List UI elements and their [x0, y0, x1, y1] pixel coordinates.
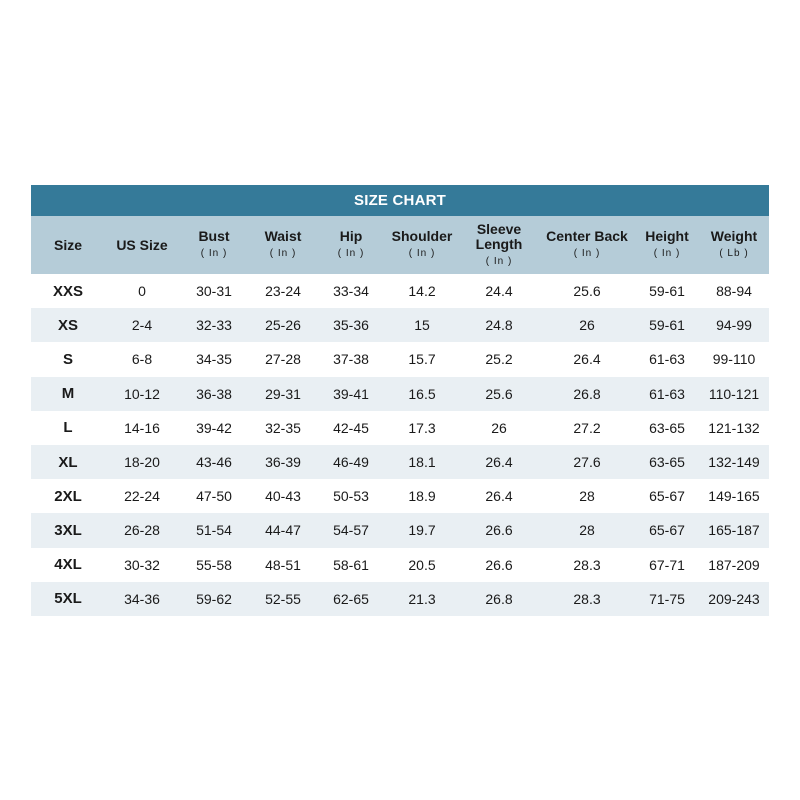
size-cell: S: [62, 350, 73, 368]
table-cell: 25.6: [485, 385, 513, 402]
table-cell: 17.3: [408, 419, 436, 436]
table-cell: 55-58: [196, 556, 232, 573]
column-header: [179, 216, 249, 274]
column-header-unit: ( In ): [573, 248, 601, 259]
table-row: [31, 445, 769, 479]
table-cell: 18.9: [408, 488, 436, 505]
table-cell: 50-53: [333, 488, 369, 505]
table-cell: 14.2: [408, 283, 436, 300]
table-cell: 65-67: [649, 488, 685, 505]
size-cell: 5XL: [54, 590, 82, 608]
table-cell: 39-42: [196, 419, 232, 436]
table-cell: 6-8: [131, 351, 153, 368]
column-header: [105, 216, 179, 274]
table-cell: 29-31: [265, 385, 301, 402]
table-cell: 149-165: [708, 488, 760, 505]
column-header: [249, 216, 317, 274]
table-row: [31, 582, 769, 616]
table-cell: 209-243: [708, 590, 760, 607]
size-chart-title: SIZE CHART: [31, 185, 769, 216]
table-cell: 26: [491, 419, 507, 436]
table-cell: 26.6: [485, 556, 513, 573]
table-cell: 26.4: [573, 351, 601, 368]
table-cell: 54-57: [333, 522, 369, 539]
column-header-unit: ( In ): [408, 248, 436, 259]
table-cell: 34-36: [124, 590, 160, 607]
table-row: [31, 548, 769, 582]
table-cell: 52-55: [265, 590, 301, 607]
column-header-label: Hip: [339, 228, 363, 244]
column-header-unit: ( In ): [337, 248, 365, 259]
column-header-label: Size: [53, 236, 82, 253]
table-cell: 94-99: [716, 317, 752, 334]
table-cell: 67-71: [649, 556, 685, 573]
table-cell: 88-94: [716, 283, 752, 300]
column-header: [385, 216, 459, 274]
table-cell: 61-63: [649, 351, 685, 368]
column-header: [317, 216, 385, 274]
table-cell: 30-32: [124, 556, 160, 573]
column-header: [635, 216, 699, 274]
column-header-unit: ( Lb ): [719, 248, 749, 259]
table-cell: 0: [138, 283, 146, 300]
table-cell: 187-209: [708, 556, 760, 573]
table-cell: 25.6: [573, 283, 601, 300]
table-cell: 37-38: [333, 351, 369, 368]
table-cell: 28.3: [573, 590, 601, 607]
table-cell: 25.2: [485, 351, 513, 368]
table-row: [31, 513, 769, 547]
column-header-label: Shoulder: [391, 228, 453, 244]
column-header: [699, 216, 769, 274]
table-cell: 28.3: [573, 556, 601, 573]
size-cell: XS: [57, 316, 78, 334]
table-cell: 61-63: [649, 385, 685, 402]
table-cell: 16.5: [408, 385, 436, 402]
column-header: [459, 216, 539, 274]
table-cell: 20.5: [408, 556, 436, 573]
table-cell: 110-121: [708, 385, 760, 402]
table-cell: 33-34: [333, 283, 369, 300]
table-cell: 24.8: [485, 317, 513, 334]
table-cell: 30-31: [196, 283, 232, 300]
table-cell: 27.2: [573, 419, 601, 436]
table-cell: 63-65: [649, 454, 685, 471]
size-cell: 2XL: [54, 487, 82, 505]
size-cell: 4XL: [54, 556, 82, 574]
column-header-label: Sleeve Length: [475, 220, 523, 252]
table-cell: 47-50: [196, 488, 232, 505]
table-cell: 26.4: [485, 488, 513, 505]
table-cell: 65-67: [649, 522, 685, 539]
table-cell: 59-62: [196, 590, 232, 607]
table-cell: 58-61: [333, 556, 369, 573]
table-cell: 99-110: [712, 351, 756, 368]
column-header-label: Weight: [710, 228, 758, 244]
table-row: [31, 308, 769, 342]
table-cell: 48-51: [265, 556, 301, 573]
table-cell: 39-41: [333, 385, 369, 402]
size-cell: XXS: [52, 282, 83, 300]
column-header-label: Center Back: [546, 228, 628, 244]
table-cell: 28: [579, 488, 595, 505]
size-table: [31, 216, 769, 616]
table-cell: 34-35: [196, 351, 232, 368]
column-header-label: Height: [645, 228, 689, 244]
table-cell: 165-187: [708, 522, 760, 539]
table-cell: 59-61: [649, 317, 685, 334]
table-cell: 23-24: [265, 283, 301, 300]
table-cell: 32-33: [196, 317, 232, 334]
column-header-unit: ( In ): [653, 248, 681, 259]
table-cell: 42-45: [333, 419, 369, 436]
column-header-label: Waist: [264, 228, 302, 244]
table-cell: 14-16: [124, 419, 160, 436]
table-cell: 26.8: [485, 590, 513, 607]
table-cell: 71-75: [649, 590, 685, 607]
table-cell: 10-12: [124, 385, 160, 402]
table-cell: 25-26: [265, 317, 301, 334]
table-cell: 121-132: [708, 419, 760, 436]
table-cell: 26-28: [124, 522, 160, 539]
table-cell: 2-4: [131, 317, 153, 334]
column-header-label: US Size: [116, 236, 168, 253]
table-cell: 28: [579, 522, 595, 539]
table-cell: 43-46: [196, 454, 232, 471]
table-cell: 63-65: [649, 419, 685, 436]
table-cell: 46-49: [333, 454, 369, 471]
table-cell: 62-65: [333, 590, 369, 607]
table-cell: 15.7: [408, 351, 436, 368]
table-cell: 27-28: [265, 351, 301, 368]
table-row: [31, 274, 769, 308]
table-cell: 26: [579, 317, 595, 334]
table-row: [31, 479, 769, 513]
size-cell: M: [61, 385, 75, 403]
column-header: [31, 216, 105, 274]
table-cell: 40-43: [265, 488, 301, 505]
table-cell: 51-54: [196, 522, 232, 539]
table-cell: 26.6: [485, 522, 513, 539]
header-row: [31, 216, 769, 274]
table-cell: 18.1: [408, 454, 436, 471]
column-header-label: Bust: [198, 228, 230, 244]
table-cell: 44-47: [265, 522, 301, 539]
table-cell: 18-20: [124, 454, 160, 471]
table-cell: 32-35: [265, 419, 301, 436]
table-row: [31, 342, 769, 376]
column-header: [539, 216, 635, 274]
size-chart: [31, 185, 769, 616]
table-body: [31, 274, 769, 616]
size-cell: XL: [58, 453, 78, 471]
column-header-unit: ( In ): [200, 248, 228, 259]
table-cell: 27.6: [573, 454, 601, 471]
column-header-unit: ( In ): [485, 255, 513, 267]
table-cell: 21.3: [408, 590, 436, 607]
column-header-unit: ( In ): [269, 248, 297, 259]
table-cell: 26.8: [573, 385, 601, 402]
table-row: [31, 377, 769, 411]
table-cell: 15: [414, 317, 430, 334]
table-cell: 35-36: [333, 317, 369, 334]
table-cell: 22-24: [124, 488, 160, 505]
table-cell: 36-39: [265, 454, 301, 471]
table-row: [31, 411, 769, 445]
table-cell: 19.7: [408, 522, 436, 539]
table-cell: 26.4: [485, 454, 513, 471]
table-cell: 36-38: [196, 385, 232, 402]
table-cell: 132-149: [708, 454, 760, 471]
size-cell: 3XL: [54, 521, 82, 539]
size-cell: L: [63, 419, 73, 437]
table-cell: 24.4: [485, 283, 513, 300]
table-cell: 59-61: [649, 283, 685, 300]
